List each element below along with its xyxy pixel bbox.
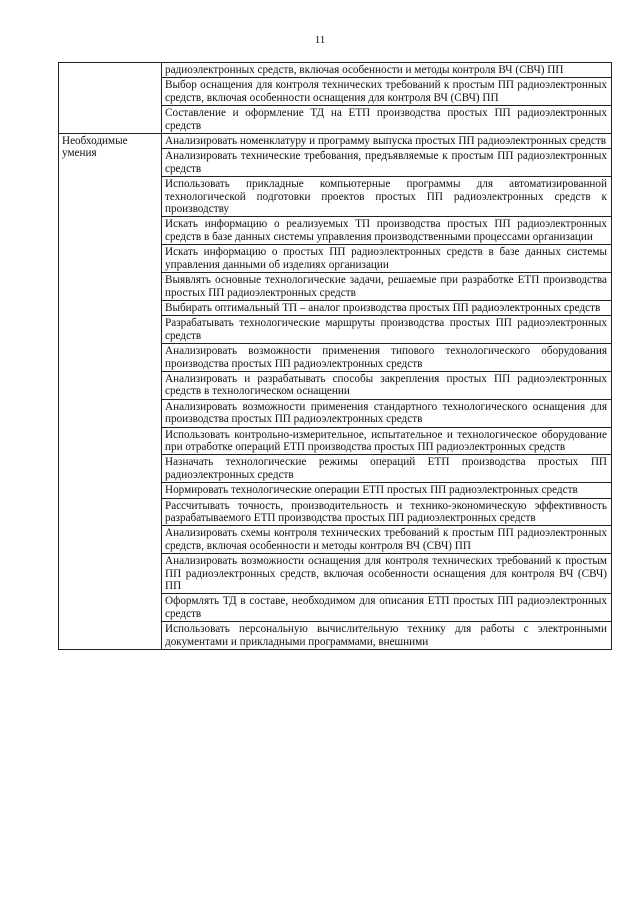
skill-cell: Назначать технологические режимы операций ЕТП производства простых ПП радиоэлектронных средств <box>162 455 612 483</box>
skill-cell: Анализировать схемы контроля технических требований к простым ПП радиоэлектронных средств, включая особенности и методы контроля ВЧ (СВЧ) ПП <box>162 526 612 554</box>
skill-cell: Рассчитывать точность, производительность и технико-экономическую эффективность разрабатываемого ЕТП производства простых ПП радиоэлектронных средств <box>162 498 612 526</box>
skill-cell: Анализировать технические требования, предъявляемые к простым ПП радиоэлектронных средств <box>162 149 612 177</box>
skill-cell: Анализировать возможности оснащения для контроля технических требований к простым ПП радиоэлектронных средств, включая особенности оснащения для контроля ВЧ (СВЧ) ПП <box>162 554 612 594</box>
category-cell-empty <box>59 63 162 134</box>
skill-cell: Разрабатывать технологические маршруты производства простых ПП радиоэлектронных средств <box>162 316 612 344</box>
requirement-cell: радиоэлектронных средств, включая особенности и методы контроля ВЧ (СВЧ) ПП <box>162 63 612 78</box>
skill-cell: Анализировать возможности применения типового технологического оборудования производства простых ПП радиоэлектронных средств <box>162 344 612 372</box>
skill-cell: Анализировать и разрабатывать способы закрепления простых ПП радиоэлектронных средств в технологическом оснащении <box>162 371 612 399</box>
skill-cell: Анализировать номенклатуру и программу выпуска простых ПП радиоэлектронных средств <box>162 134 612 149</box>
requirement-cell: Составление и оформление ТД на ЕТП производства простых ПП радиоэлектронных средств <box>162 106 612 134</box>
skill-cell: Использовать персональную вычислительную технику для работы с электронными документами и прикладными программами, внешними <box>162 622 612 650</box>
table-row <box>59 134 612 149</box>
skill-cell: Использовать прикладные компьютерные программы для автоматизированной технологической подготовки проектов простых ПП радиоэлектронных средств к производству <box>162 177 612 217</box>
skill-cell: Использовать контрольно-измерительное, испытательное и технологическое оборудование при отработке операций ЕТП производства простых ПП радиоэлектронных средств <box>162 427 612 455</box>
table-row <box>59 63 612 78</box>
skill-cell: Оформлять ТД в составе, необходимом для описания ЕТП простых ПП радиоэлектронных средств <box>162 594 612 622</box>
skill-cell: Анализировать возможности применения стандартного технологического оснащения для производства простых ПП радиоэлектронных средств <box>162 399 612 427</box>
skill-cell: Нормировать технологические операции ЕТП простых ПП радиоэлектронных средств <box>162 483 612 498</box>
skill-cell: Выявлять основные технологические задачи, решаемые при разработке ЕТП производства простых ПП радиоэлектронных средств <box>162 273 612 301</box>
requirement-cell: Выбор оснащения для контроля технических требований к простым ПП радиоэлектронных средств, включая особенности оснащения для контроля ВЧ (СВЧ) ПП <box>162 78 612 106</box>
category-cell-skills: Необходимые умения <box>59 134 162 650</box>
page-number: 11 <box>314 34 326 46</box>
skill-cell: Выбирать оптимальный ТП – аналог производства простых ПП радиоэлектронных средств <box>162 300 612 315</box>
skill-cell: Искать информацию о реализуемых ТП производства простых ПП радиоэлектронных средств в базе данных системы управления производственными процессами организации <box>162 217 612 245</box>
requirements-table <box>58 62 612 650</box>
skill-cell: Искать информацию о простых ПП радиоэлектронных средств в базе данных системы управления данными об изделиях организации <box>162 245 612 273</box>
